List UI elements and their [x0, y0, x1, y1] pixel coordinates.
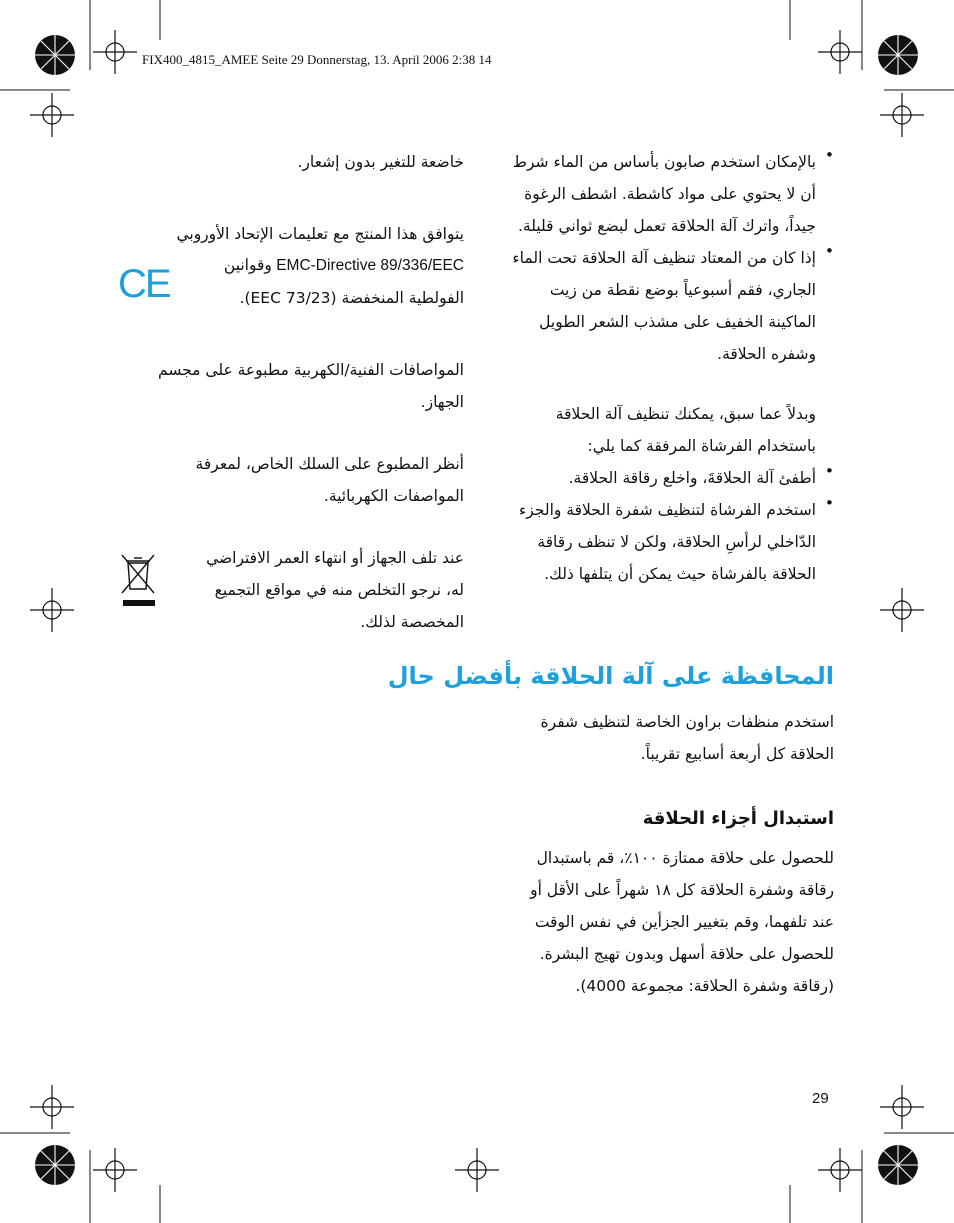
crossed-bin-icon	[118, 553, 158, 607]
left-column	[134, 146, 464, 638]
text-line: أنظر المطبوع على السلك الخاص، لمعرفة	[195, 455, 464, 473]
text-line: يتوافق هذا المنتج مع تعليمات الإتحاد الأوروبي	[176, 225, 464, 243]
text-line: له، نرجو التخلص منه في مواقع التجميع	[214, 581, 464, 599]
page-number: 29	[812, 1090, 829, 1107]
text-line: • بالإمكان استخدم صابون بأساس من الماء شرط	[512, 153, 816, 171]
print-header: FIX400_4815_AMEE Seite 29 Donnerstag, 13. April 2006 2:38 14	[142, 52, 492, 67]
bullet-item	[476, 146, 816, 242]
bullet-item	[476, 242, 816, 370]
bullet-item	[476, 462, 816, 494]
text-line: EMC-Directive 89/336/EEC وقوانين	[223, 257, 464, 274]
text-line: الفولطية المنخفضة (73/23 EEC).	[239, 289, 464, 307]
text-line: الدّاخلي لرأسِ الحلاقة، ولكن لا تنظف رقاقة	[537, 533, 816, 551]
section-intro	[474, 706, 834, 770]
text-line: خاضعة للتغير بدون إشعار.	[297, 153, 464, 171]
paragraph	[134, 354, 464, 418]
ce-mark-icon: CE	[118, 262, 170, 306]
text-line: الجهاز.	[420, 393, 464, 411]
subheading: استبدال أجزاء الحلاقة	[642, 808, 834, 829]
bullet-item	[476, 494, 816, 590]
text-line: للحصول على حلاقة ممتازة ١٠٠٪، قم باستبدال	[536, 849, 834, 867]
text-line: رقاقة وشفرة الحلاقة كل ١٨ شهراً على الأقل أو	[530, 881, 834, 899]
text-line: (رقاقة وشفرة الحلاقة: مجموعة 4000).	[575, 977, 834, 995]
text-line: • أطفئ آلة الحلاقةَ، واخلع رقاقة الحلاقة.	[568, 469, 816, 487]
text-line: وشفره الحلاقة.	[717, 345, 816, 363]
paragraph	[476, 398, 816, 462]
text-line: عند تلفهما، وقم بتغيير الجزأين في نفس الوقت	[534, 913, 834, 931]
paragraph	[134, 448, 464, 512]
text-line: المخصصة لذلك.	[360, 613, 464, 631]
section-heading: المحافظة على آلة الحلاقة بأفضل حال	[387, 662, 834, 690]
paragraph	[134, 218, 464, 314]
text-line: للحصول على حلاقة أسهل وبدون تهيج البشرة.	[539, 945, 834, 963]
text-line: عند تلف الجهاز أو انتهاء العمر الافتراضي	[206, 549, 464, 567]
text-line: وبدلاً عما سبق، يمكنك تنظيف آلة الحلاقة	[555, 405, 816, 423]
text-line: باستخدام الفرشاة المرفقة كما يلي:	[587, 437, 816, 455]
text-line: • استخدم الفرشاة لتنظيف شفرة الحلاقة والجزء	[519, 501, 816, 519]
text-line: المواصفات الكهربائية.	[323, 487, 464, 505]
text-line: الماكينة الخفيف على مشذب الشعر الطويل	[539, 313, 816, 331]
paragraph	[134, 542, 464, 638]
right-column	[476, 146, 816, 590]
text-line: استخدم منظفات براون الخاصة لتنظيف شفرة	[540, 713, 834, 731]
text-line: الحلاقة بالفرشاة حيث يمكن أن يتلفها ذلك.	[544, 565, 816, 583]
text-line: • إذا كان من المعتاد تنظيف آلة الحلاقة تحت الماء	[512, 249, 816, 267]
text-line: أن لا يحتوي على مواد كاشطة. اشطف الرغوة	[524, 185, 816, 203]
text-line: جيداً، واترك آلة الحلاقة تعمل لبضع ثواني قليلة.	[518, 217, 816, 235]
text-line: الجاري، فقم أسبوعياً بوضع نقطة من زيت	[549, 281, 816, 299]
text-line: المواصافات الفنية/الكهربية مطبوعة على مجسم	[158, 361, 464, 379]
text-line: الحلاقة كل أربعة أسابيع تقريباً.	[640, 745, 834, 763]
section-body	[474, 842, 834, 1002]
